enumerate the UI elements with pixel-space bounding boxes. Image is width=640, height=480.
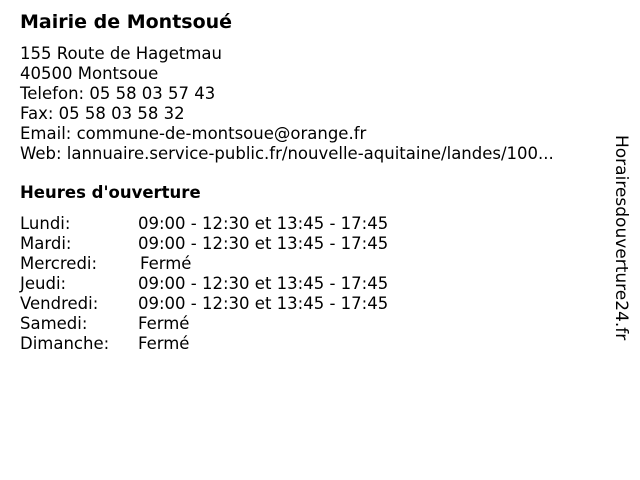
email-address: Email: commune-de-montsoue@orange.fr	[20, 124, 367, 143]
website-url: Web: lannuaire.service-public.fr/nouvelle-aquitaine/landes/100...	[20, 144, 554, 163]
day-label: Dimanche:	[20, 334, 110, 353]
day-hours: 09:00 - 12:30 et 13:45 - 17:45	[138, 214, 389, 233]
hours-row-sunday	[20, 334, 440, 354]
day-hours: Fermé	[140, 254, 192, 273]
day-label: Mercredi:	[20, 254, 98, 273]
hours-row-wednesday	[20, 254, 440, 274]
page-title: Mairie de Montsoué	[20, 11, 233, 33]
day-hours: 09:00 - 12:30 et 13:45 - 17:45	[138, 294, 389, 313]
day-label: Mardi:	[20, 234, 72, 253]
hours-row-tuesday	[20, 234, 440, 254]
day-hours: 09:00 - 12:30 et 13:45 - 17:45	[138, 234, 389, 253]
opening-hours-list	[20, 214, 440, 354]
hours-heading: Heures d'ouverture	[20, 183, 201, 202]
contact-block	[20, 44, 554, 164]
address-city: 40500 Montsoue	[20, 64, 159, 83]
day-hours: 09:00 - 12:30 et 13:45 - 17:45	[138, 274, 389, 293]
hours-row-friday	[20, 294, 440, 314]
day-label: Jeudi:	[20, 274, 67, 293]
hours-row-thursday	[20, 274, 440, 294]
hours-row-monday	[20, 214, 440, 234]
site-watermark: Horairesdouverture24.fr	[611, 135, 631, 341]
hours-row-saturday	[20, 314, 440, 334]
day-label: Vendredi:	[20, 294, 99, 313]
fax-number: Fax: 05 58 03 58 32	[20, 104, 185, 123]
day-label: Samedi:	[20, 314, 88, 333]
day-label: Lundi:	[20, 214, 71, 233]
address-street: 155 Route de Hagetmau	[20, 44, 223, 63]
day-hours: Fermé	[138, 314, 190, 333]
day-hours: Fermé	[138, 334, 190, 353]
phone-number: Telefon: 05 58 03 57 43	[20, 84, 216, 103]
